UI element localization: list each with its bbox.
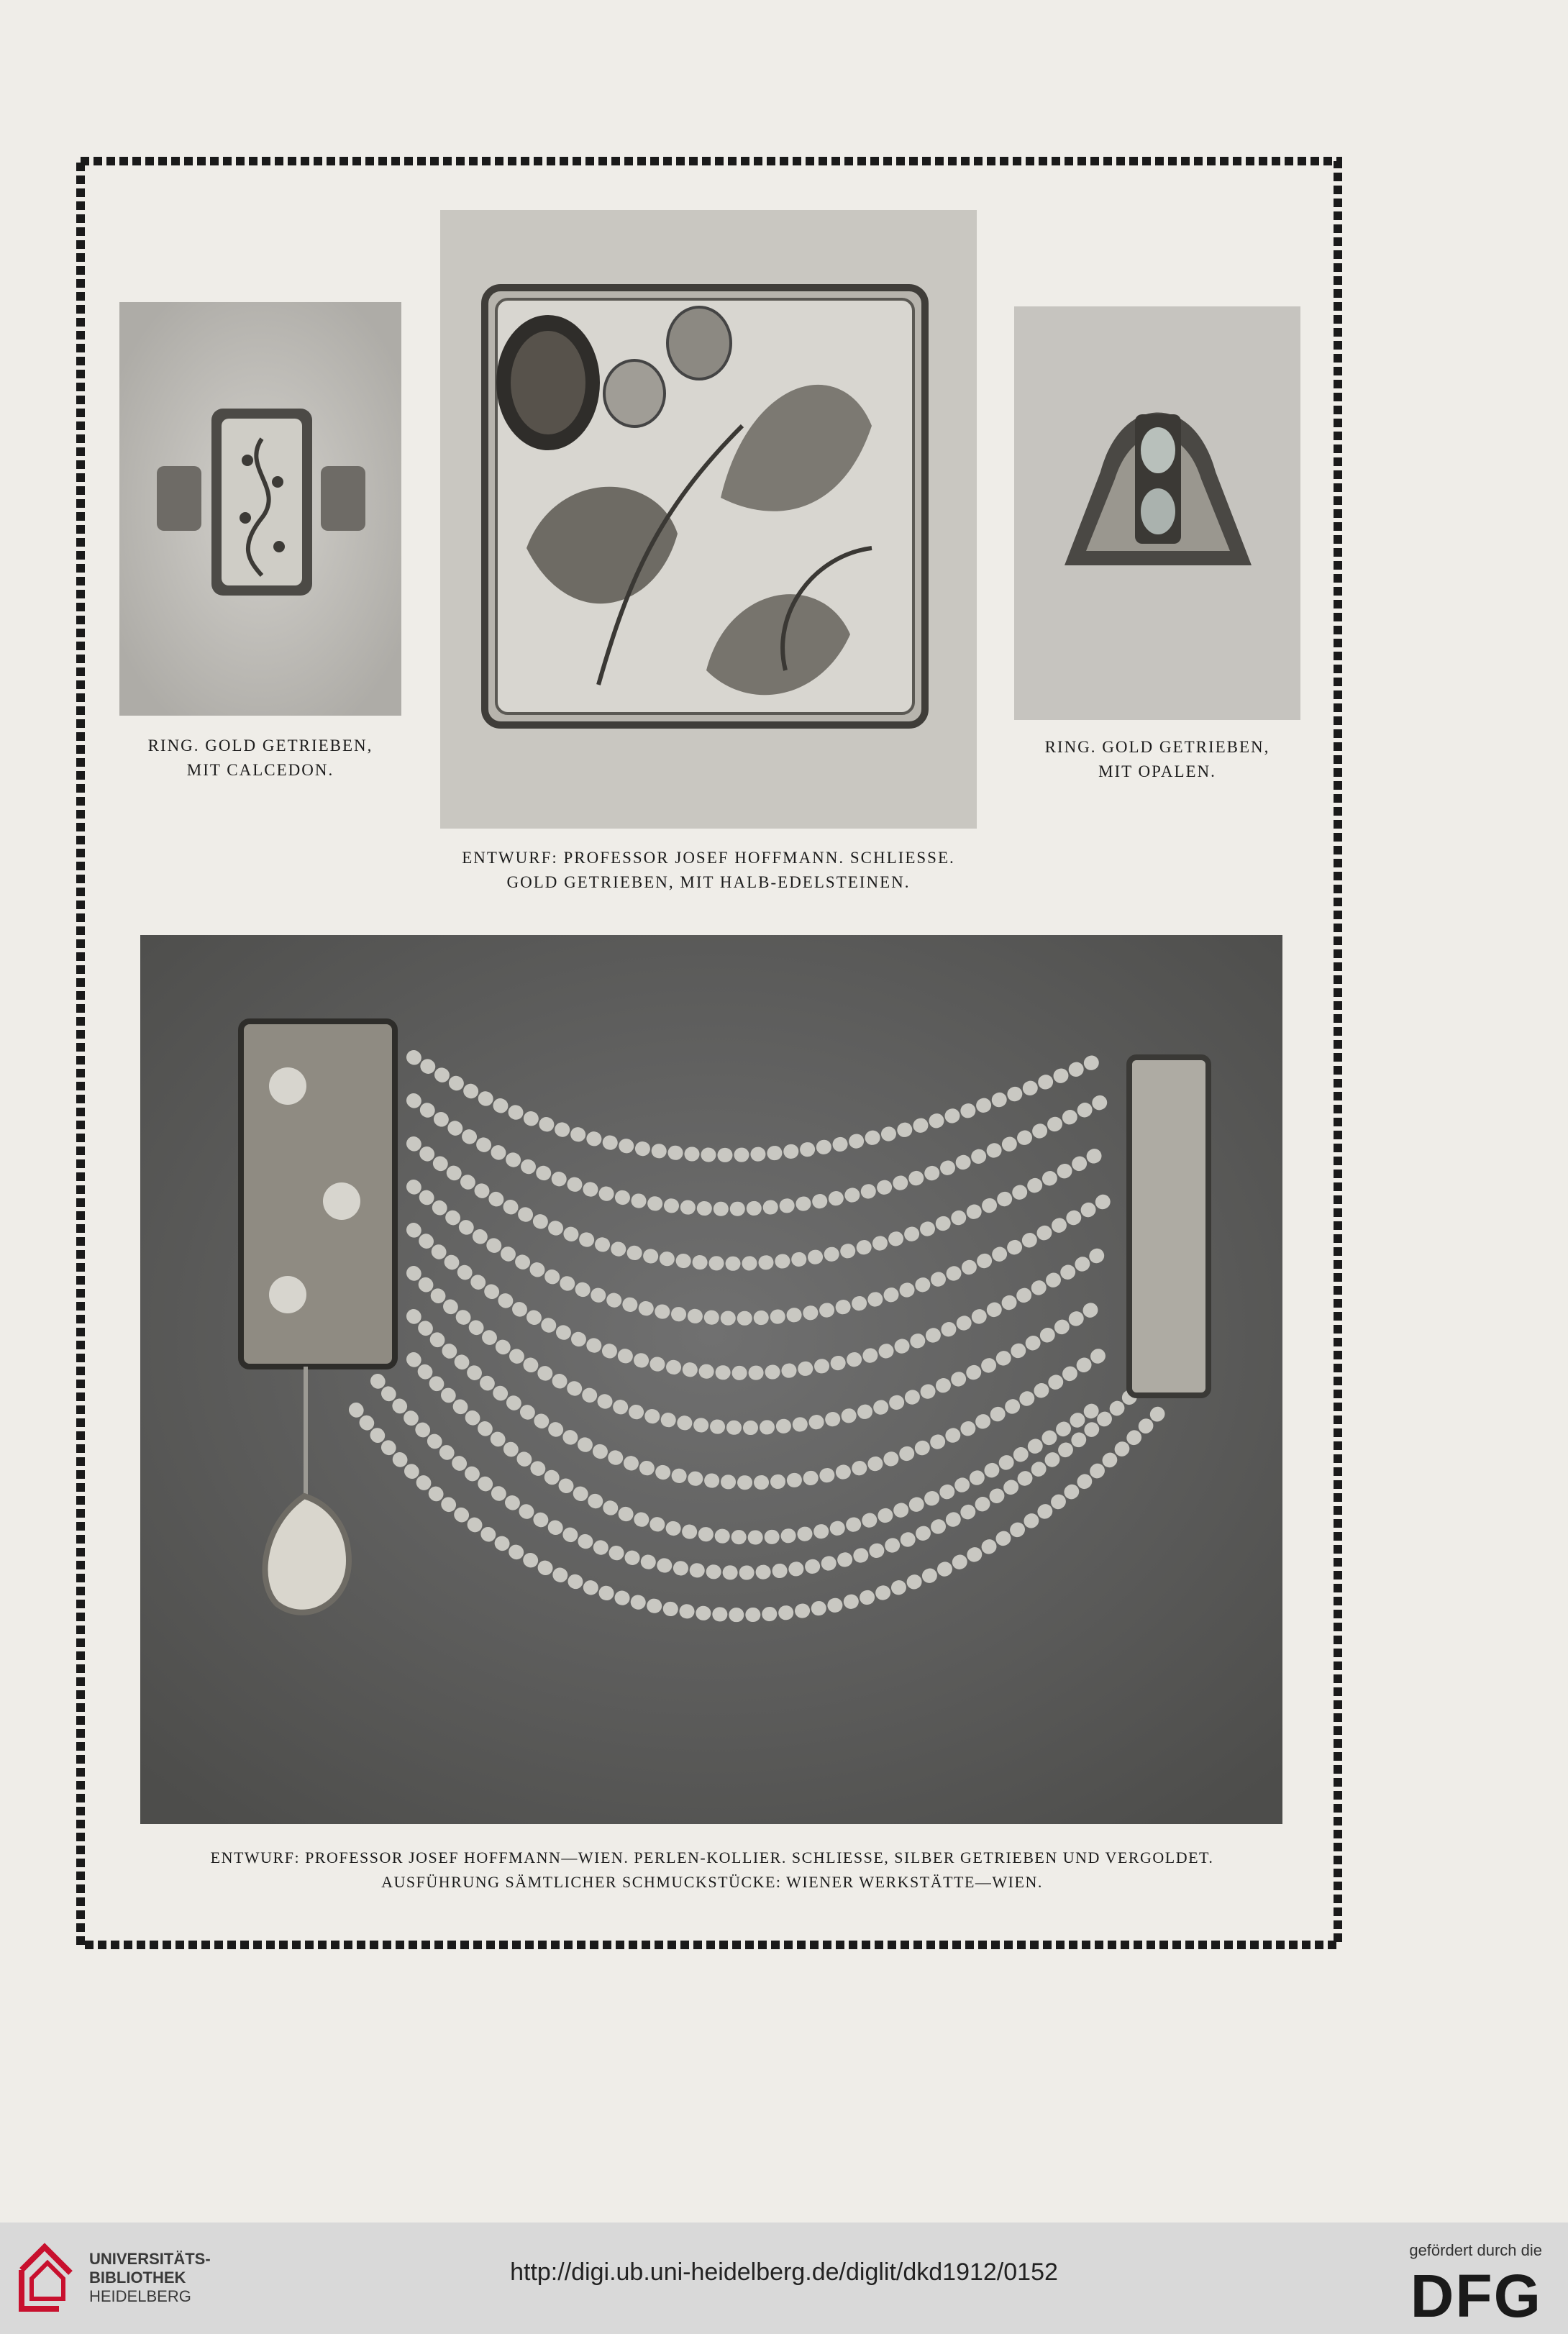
caption-ring-calcedon: RING. GOLD GETRIEBEN, MIT CALCEDON.	[147, 737, 373, 779]
ring-opalen-photo	[1014, 306, 1300, 720]
clasp-photo	[440, 210, 977, 829]
permalink-url[interactable]: http://digi.ub.uni-heidelberg.de/diglit/dkd1912/0152	[510, 2258, 1058, 2286]
funding-label: gefördert durch die	[1409, 2241, 1542, 2259]
dfg-logo[interactable]: DFG	[1410, 2262, 1542, 2330]
ring-calcedon-photo	[119, 302, 401, 716]
pearl-necklace-photo	[140, 935, 1282, 1824]
caption-ring-opalen: RING. GOLD GETRIEBEN, MIT OPALEN.	[1044, 738, 1270, 780]
caption-clasp: ENTWURF: PROFESSOR JOSEF HOFFMANN. SCHLIESSE. GOLD GETRIEBEN, MIT HALB-EDELSTEINEN.	[462, 849, 955, 891]
caption-necklace: ENTWURF: PROFESSOR JOSEF HOFFMANN—WIEN. PERLEN-KOLLIER. SCHLIESSE, SILBER GETRIEBEN UND VERGOLDET. AUSFÜHRUNG SÄMTLICHER SCHMUCKSTÜCKE: WIENER WERKSTÄTTE—WIEN.	[210, 1848, 1214, 1891]
library-name: UNIVERSITÄTS- BIBLIOTHEK HEIDELBERG	[89, 2250, 211, 2305]
footer-bar	[0, 2223, 1568, 2334]
